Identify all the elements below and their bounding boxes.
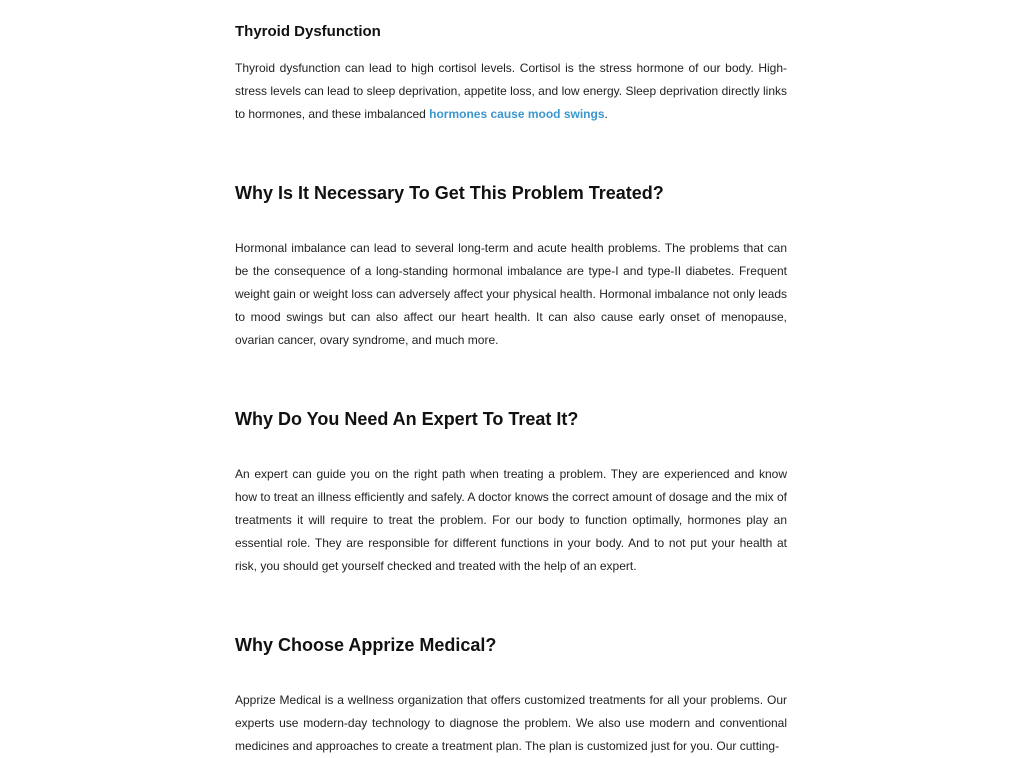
section-heading-why-expert: Why Do You Need An Expert To Treat It?	[235, 409, 579, 429]
section-body-why-treated: Hormonal imbalance can lead to several long-term and acute health problems. The problems that can be the consequence of a long-standing hormonal imbalance are type-I and type-II diabetes. Frequent weight gain or weight loss can adversely affect your physical health. Hormonal imbalance not only leads to mood swings but can also affect our heart health. It can also cause early onset of menopause, ovarian cancer, ovary syndrome, and much more.	[235, 241, 787, 347]
body-text-before-link: Thyroid dysfunction can lead to high cortisol levels. Cortisol is the stress hormone of our body. High-stress levels can lead to sleep deprivation, appetite loss, and low energy. Sleep deprivation directly links to hormones, and these imbalanced	[235, 61, 787, 121]
section-heading-thyroid-dysfunction: Thyroid Dysfunction	[235, 23, 381, 40]
section-body-why-expert: An expert can guide you on the right path when treating a problem. They are experienced and know how to treat an illness efficiently and safely. A doctor knows the correct amount of dosage and the mix of treatments it will require to treat the problem. For our body to function optimally, hormones play an essential role. They are responsible for different functions in your body. And to not put your health at risk, you should get yourself checked and treated with the help of an expert.	[235, 467, 787, 573]
section-body-thyroid-dysfunction	[235, 57, 787, 126]
section-heading-why-treated: Why Is It Necessary To Get This Problem Treated?	[235, 183, 664, 203]
section-heading-why-apprize: Why Choose Apprize Medical?	[235, 635, 497, 655]
body-text-after-link: .	[604, 107, 608, 121]
section-body-why-apprize: Apprize Medical is a wellness organization that offers customized treatments for all your problems. Our experts use modern-day technology to diagnose the problem. We also use modern and conventional medicines and approaches to create a treatment plan. The plan is customized just for you. Our cutting-	[235, 693, 787, 753]
article-content	[235, 20, 787, 758]
mood-swings-link[interactable]: hormones cause mood swings	[429, 107, 605, 121]
